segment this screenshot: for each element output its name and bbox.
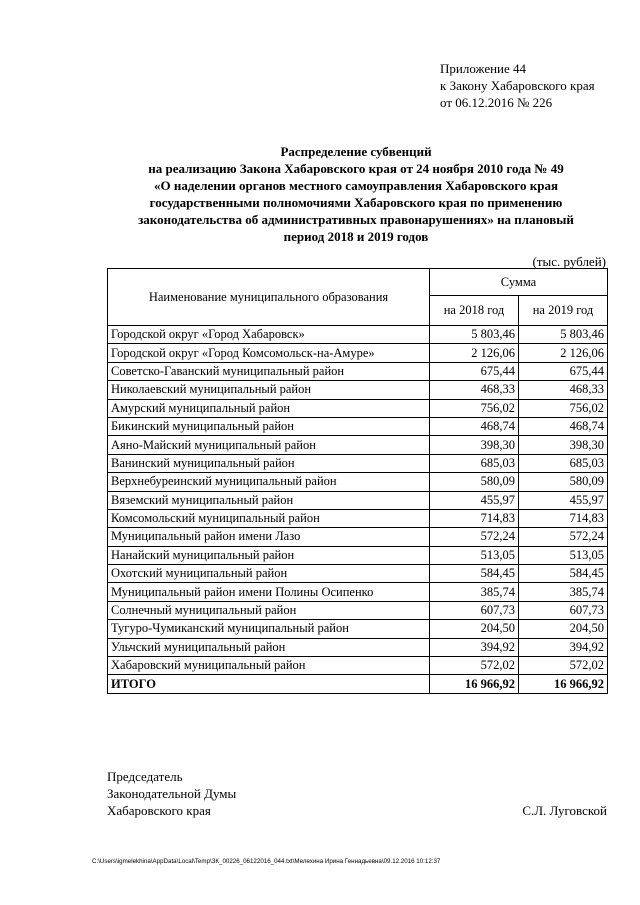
table-row <box>108 399 608 417</box>
total-2019: 16 966,92 <box>519 675 608 693</box>
row-value-2019: 572,24 <box>519 528 608 546</box>
table-row <box>108 601 608 619</box>
table-row <box>108 491 608 509</box>
row-value-2018: 455,97 <box>430 491 519 509</box>
row-value-2018: 572,24 <box>430 528 519 546</box>
row-value-2019: 756,02 <box>519 399 608 417</box>
row-value-2018: 607,73 <box>430 601 519 619</box>
row-name: Муниципальный район имени Лазо <box>108 528 430 546</box>
row-name: Солнечный муниципальный район <box>108 601 430 619</box>
row-name: Ванинский муниципальный район <box>108 454 430 472</box>
table-row <box>108 565 608 583</box>
row-value-2018: 2 126,06 <box>430 344 519 362</box>
row-value-2019: 455,97 <box>519 491 608 509</box>
row-value-2018: 394,92 <box>430 638 519 656</box>
signature-line: Хабаровского края <box>107 803 211 818</box>
appendix-line: к Закону Хабаровского края <box>440 78 595 93</box>
header-year-2019: на 2019 год <box>519 296 608 326</box>
row-name: Аяно-Майский муниципальный район <box>108 436 430 454</box>
row-value-2018: 204,50 <box>430 620 519 638</box>
row-value-2019: 394,92 <box>519 638 608 656</box>
row-value-2018: 513,05 <box>430 546 519 564</box>
row-value-2019: 714,83 <box>519 509 608 527</box>
row-value-2019: 385,74 <box>519 583 608 601</box>
total-row <box>108 675 608 693</box>
row-name: Городской округ «Город Комсомольск-на-Амуре» <box>108 344 430 362</box>
header-sum: Сумма <box>430 269 608 296</box>
row-value-2019: 584,45 <box>519 565 608 583</box>
table-row <box>108 620 608 638</box>
header-year-2018: на 2018 год <box>430 296 519 326</box>
row-value-2018: 398,30 <box>430 436 519 454</box>
table-row <box>108 454 608 472</box>
row-value-2019: 675,44 <box>519 362 608 380</box>
row-name: Советско-Гаванский муниципальный район <box>108 362 430 380</box>
table-row <box>108 509 608 527</box>
row-name: Тугуро-Чумиканский муниципальный район <box>108 620 430 638</box>
signature-line: Законодательной Думы <box>107 786 237 801</box>
appendix-note <box>440 60 595 111</box>
table-row <box>108 344 608 362</box>
title-line: «О наделении органов местного самоуправления Хабаровского края <box>154 178 558 193</box>
table-row <box>108 657 608 675</box>
row-value-2019: 513,05 <box>519 546 608 564</box>
table-row <box>108 381 608 399</box>
header-name: Наименование муниципального образования <box>108 269 430 326</box>
row-value-2019: 5 803,46 <box>519 326 608 344</box>
title-line: Распределение субвенций <box>280 144 432 159</box>
row-value-2019: 204,50 <box>519 620 608 638</box>
total-2018: 16 966,92 <box>430 675 519 693</box>
row-value-2019: 2 126,06 <box>519 344 608 362</box>
row-name: Амурский муниципальный район <box>108 399 430 417</box>
row-name: Бикинский муниципальный район <box>108 417 430 435</box>
row-value-2019: 398,30 <box>519 436 608 454</box>
signature-line: Председатель <box>107 769 183 784</box>
row-value-2019: 685,03 <box>519 454 608 472</box>
title-line: на реализацию Закона Хабаровского края от 24 ноября 2010 года № 49 <box>148 161 564 176</box>
row-value-2018: 756,02 <box>430 399 519 417</box>
row-name: Хабаровский муниципальный район <box>108 657 430 675</box>
row-value-2018: 685,03 <box>430 454 519 472</box>
table-row <box>108 362 608 380</box>
distribution-table <box>107 268 608 694</box>
row-name: Ульчский муниципальный район <box>108 638 430 656</box>
row-value-2019: 572,02 <box>519 657 608 675</box>
row-name: Вяземский муниципальный район <box>108 491 430 509</box>
row-value-2019: 580,09 <box>519 473 608 491</box>
row-value-2018: 572,02 <box>430 657 519 675</box>
signer-name: С.Л. Луговской <box>522 803 607 818</box>
row-value-2019: 468,74 <box>519 417 608 435</box>
row-name: Муниципальный район имени Полины Осипенко <box>108 583 430 601</box>
title-line: законодательства об административных правонарушениях» на плановый <box>138 212 574 227</box>
signature-block <box>107 768 236 819</box>
document-title <box>100 143 612 245</box>
row-value-2018: 584,45 <box>430 565 519 583</box>
row-value-2018: 675,44 <box>430 362 519 380</box>
appendix-line: от 06.12.2016 № 226 <box>440 95 553 110</box>
row-name: Нанайский муниципальный район <box>108 546 430 564</box>
row-value-2018: 385,74 <box>430 583 519 601</box>
row-value-2019: 468,33 <box>519 381 608 399</box>
row-name: Охотский муниципальный район <box>108 565 430 583</box>
units-label: (тыс. рублей) <box>532 254 606 269</box>
table-row <box>108 473 608 491</box>
appendix-line: Приложение 44 <box>440 61 527 76</box>
row-name: Городской округ «Город Хабаровск» <box>108 326 430 344</box>
row-value-2018: 468,33 <box>430 381 519 399</box>
table-row <box>108 638 608 656</box>
table-row <box>108 417 608 435</box>
table-row <box>108 583 608 601</box>
table-row <box>108 436 608 454</box>
row-name: Верхнебуреинский муниципальный район <box>108 473 430 491</box>
table-row <box>108 326 608 344</box>
row-value-2018: 5 803,46 <box>430 326 519 344</box>
row-value-2019: 607,73 <box>519 601 608 619</box>
table-body <box>108 326 608 694</box>
total-label: ИТОГО <box>108 675 430 693</box>
title-line: период 2018 и 2019 годов <box>283 229 429 244</box>
title-line: государственными полномочиями Хабаровского края по применению <box>149 195 563 210</box>
row-name: Комсомольский муниципальный район <box>108 509 430 527</box>
row-name: Николаевский муниципальный район <box>108 381 430 399</box>
file-path-footer: C:\Users\igmelekhina\AppData\Local\Temp\ЗК_00226_06122016_044.txt\Мелехина Ирина Геннадьевна\09.12.2016 10:12:37 <box>92 858 441 865</box>
table-row <box>108 528 608 546</box>
row-value-2018: 580,09 <box>430 473 519 491</box>
row-value-2018: 468,74 <box>430 417 519 435</box>
table-row <box>108 546 608 564</box>
row-value-2018: 714,83 <box>430 509 519 527</box>
